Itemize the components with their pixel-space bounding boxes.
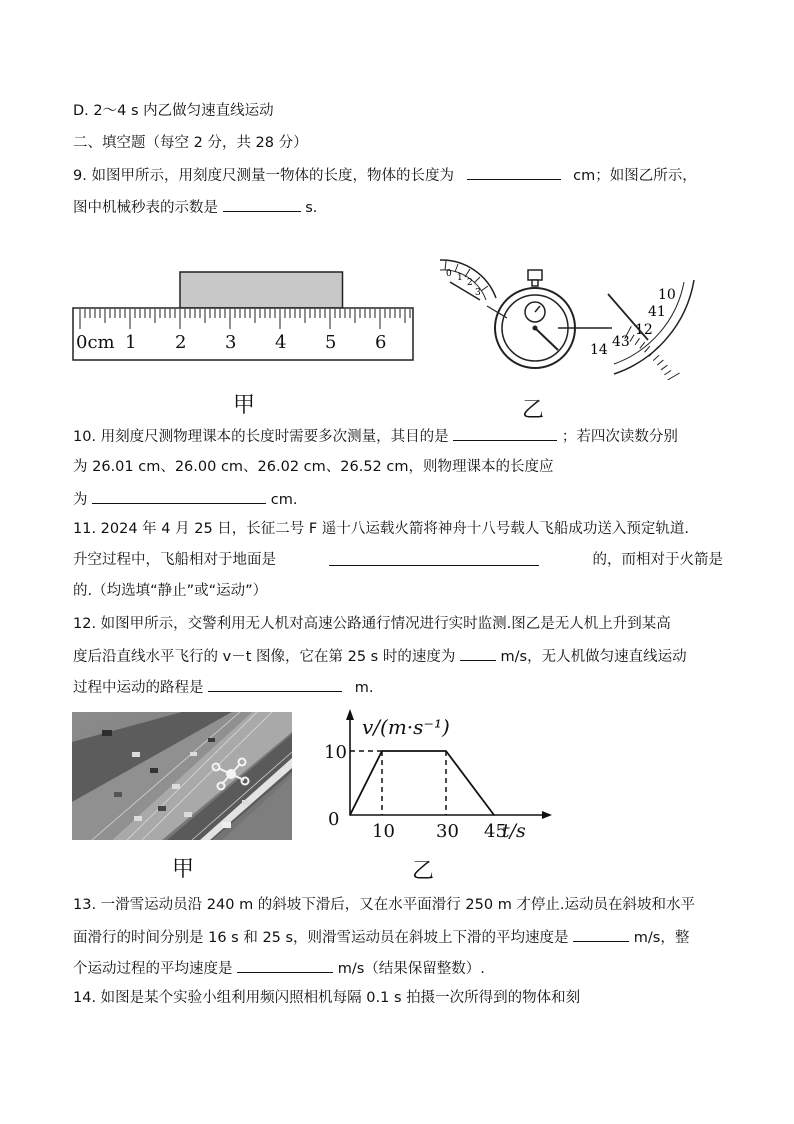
question-11-line-3: 的.（均选填“静止”或“运动”）: [73, 583, 268, 599]
large-dial-tick: [630, 335, 634, 342]
ruler-body: [73, 308, 413, 360]
x-tick-label-45: 45: [484, 821, 507, 842]
q13-unit-2: m/s（结果保留整数）.: [337, 961, 485, 977]
figure-caption-yi-2: 乙: [412, 859, 435, 884]
chart-layer: [324, 709, 552, 842]
large-dial-tick: [649, 346, 659, 356]
q13-text: 面滑行的时间分别是 16 s 和 25 s，则滑雪运动员在斜坡上下滑的平均速度是: [73, 930, 569, 946]
y-tick-label-10: 10: [324, 742, 347, 763]
q10-unit: cm.: [270, 492, 298, 508]
q12-unit-1: m/s，无人机做匀速直线运动: [500, 649, 687, 665]
x-tick-label-0: 0: [328, 809, 340, 830]
large-dial-tick: [661, 365, 667, 370]
question-10-line-3: [73, 488, 297, 510]
q13-text-3: 个运动过程的平均速度是: [73, 961, 233, 977]
q11-answer-blank-1[interactable]: [329, 550, 539, 566]
q9-answer-blank-2[interactable]: [223, 196, 301, 212]
stopwatch-stem: [532, 280, 538, 286]
q9-text-2: 图中机械秒表的示数是: [73, 200, 218, 216]
figure-caption-yi-1: 乙: [522, 398, 545, 423]
question-12-line-2: [73, 645, 687, 667]
ruler-figure: [70, 266, 416, 362]
large-dial-label-10: 10: [658, 287, 676, 303]
q13-unit-1: m/s，整: [633, 930, 690, 946]
question-10-line-1: [73, 425, 678, 447]
series-segment-2: [446, 751, 494, 815]
question-13-line-3: [73, 957, 485, 979]
q13-answer-blank-1[interactable]: [573, 926, 629, 942]
ruler-label-5: 5: [325, 332, 337, 353]
x-tick-label-10: 10: [372, 821, 395, 842]
q12-text: 度后沿直线水平飞行的 v－t 图像，它在第 25 s 时的速度为: [73, 649, 456, 665]
measured-object: [180, 272, 343, 308]
question-13-line-1: 13. 一滑雪运动员沿 240 m 的斜坡下滑后，又在水平面滑行 250 m 才停止.运动员在斜坡和水平: [73, 897, 696, 913]
q10-text: 10. 用刻度尺测物理课本的长度时需要多次测量，其目的是: [73, 429, 449, 445]
ruler-label-3: 3: [225, 332, 237, 353]
data-point-2: [445, 750, 447, 752]
data-point-0: [349, 814, 351, 816]
q12-answer-blank-2[interactable]: [208, 676, 342, 692]
q9-unit-1: cm；如图乙所示，: [573, 168, 697, 184]
data-point-3: [493, 814, 495, 816]
figure-caption-jia-2: 甲: [172, 857, 195, 882]
data-point-1: [381, 750, 383, 752]
small-dial-label-3: 3: [475, 288, 481, 298]
large-dial-label-14: 14: [590, 342, 608, 358]
y-axis-arrow: [346, 709, 354, 720]
x-axis-arrow: [542, 811, 552, 819]
y-axis-label: v/(m·s⁻¹): [362, 715, 450, 739]
question-11-line-2: [73, 550, 723, 570]
ruler-label-4: 4: [275, 332, 287, 353]
small-dial-label-0: 0: [446, 269, 452, 279]
q11-tail: 的，而相对于火箭是: [592, 552, 723, 568]
q9-text: 9. 如图甲所示，用刻度尺测量一物体的长度，物体的长度为: [73, 168, 454, 184]
large-dial-tick: [635, 338, 640, 345]
question-13-line-2: [73, 926, 689, 948]
section-heading: 二、填空题（每空 2 分，共 28 分）: [73, 135, 308, 151]
large-dial-label-41: 41: [648, 304, 666, 320]
large-dial-tick: [653, 355, 659, 360]
q9-answer-blank-1[interactable]: [467, 164, 561, 180]
q10-answer-blank-2[interactable]: [92, 488, 266, 504]
series-segment-0: [350, 751, 382, 815]
q12-unit-2: m.: [354, 680, 374, 696]
x-tick-label-30: 30: [436, 821, 459, 842]
large-dial-label-12: 12: [635, 322, 653, 338]
ruler-label-0: 0cm: [76, 332, 115, 353]
question-10-line-2: 为 26.01 cm、26.00 cm、26.02 cm、26.52 cm，则物理课本的长度应: [73, 459, 554, 475]
large-dial-tick: [664, 370, 671, 374]
question-9-line-1: [73, 164, 697, 186]
ruler-label-1: 1: [125, 332, 137, 353]
question-12-line-1: 12. 如图甲所示，交警利用无人机对高速公路通行情况进行实时监测.图乙是无人机上升到某高: [73, 616, 671, 632]
stopwatch-figure: [432, 252, 702, 380]
q10-answer-blank-1[interactable]: [453, 425, 557, 441]
large-dial-label-43: 43: [612, 334, 630, 350]
q10-text-3: 为: [73, 492, 88, 508]
question-12-line-3: [73, 676, 373, 698]
q12-text-3: 过程中运动的路程是: [73, 680, 204, 696]
large-dial-tick: [668, 373, 680, 380]
q9-unit-2: s.: [305, 200, 318, 216]
x-axis-label: t/s: [502, 820, 526, 842]
small-dial-label-2: 2: [467, 278, 473, 288]
highway-drone-photo: [72, 712, 292, 840]
stopwatch-crown: [528, 270, 542, 280]
option-d: D. 2～4 s 内乙做匀速直线运动: [73, 103, 274, 119]
q13-answer-blank-2[interactable]: [237, 957, 333, 973]
q10-tail: ；若四次读数分别: [561, 429, 678, 445]
figure-caption-jia-1: 甲: [233, 393, 256, 418]
large-dial-tick: [657, 360, 663, 365]
ruler-label-2: 2: [175, 332, 187, 353]
small-dial-label-1: 1: [457, 273, 463, 283]
question-14-line-1: 14. 如图是某个实验小组利用频闪照相机每隔 0.1 s 拍摄一次所得到的物体和刻: [73, 990, 581, 1006]
question-9-line-2: [73, 196, 317, 218]
question-11-line-1: 11. 2024 年 4 月 25 日，长征二号 F 遥十八运载火箭将神舟十八号载人飞船成功送入预定轨道.: [73, 521, 689, 537]
vt-chart: [320, 702, 560, 852]
ruler-label-6: 6: [375, 332, 387, 353]
q11-text: 升空过程中，飞船相对于地面是: [73, 552, 276, 568]
q12-answer-blank-1[interactable]: [460, 645, 496, 661]
